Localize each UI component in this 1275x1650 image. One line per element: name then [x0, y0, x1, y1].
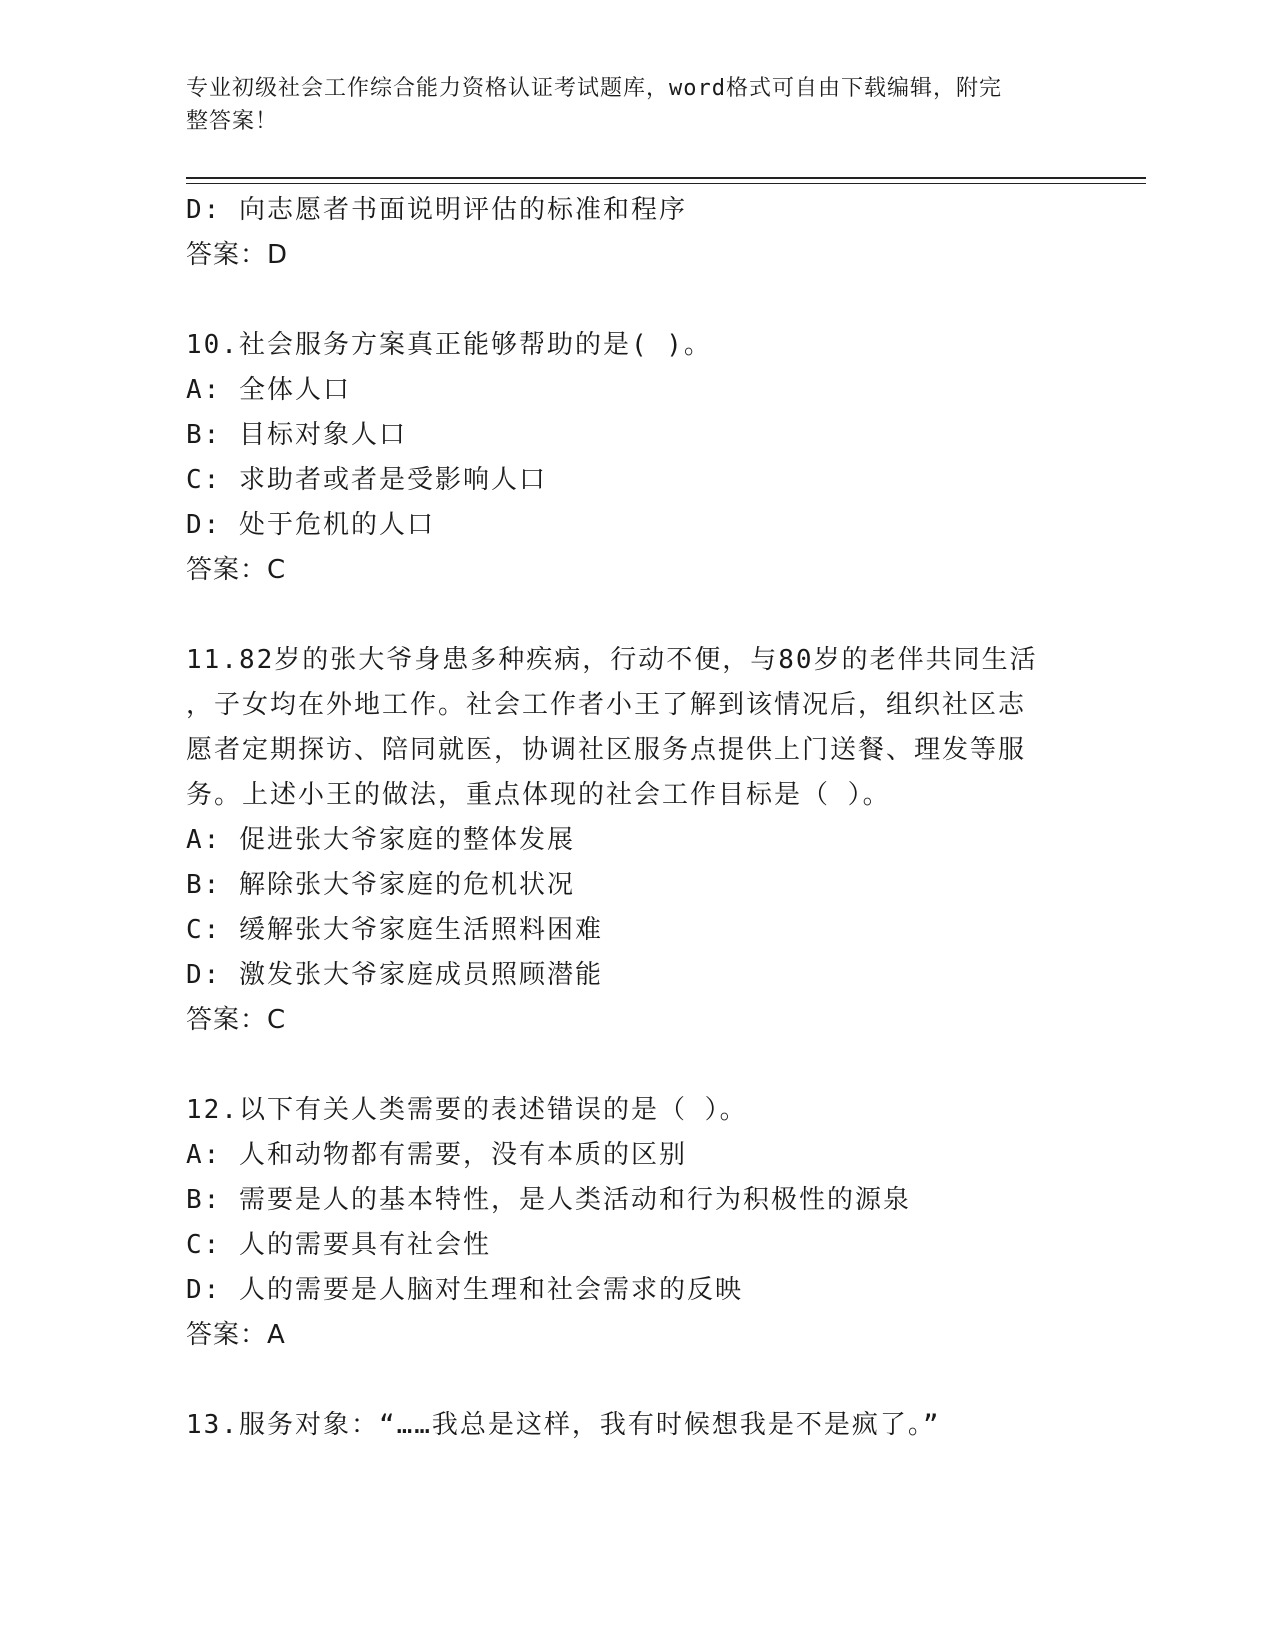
- option-c: C: 人的需要具有社会性: [186, 1230, 491, 1260]
- option-b: B: 需要是人的基本特性，是人类活动和行为积极性的源泉: [186, 1185, 911, 1215]
- question-11: [186, 638, 1066, 1043]
- answer: 答案：C: [186, 1005, 287, 1035]
- answer: 答案：D: [186, 240, 289, 270]
- question-10: [186, 323, 1066, 593]
- option-a: A: 全体人口: [186, 375, 351, 405]
- option-a: A: 促进张大爷家庭的整体发展: [186, 825, 575, 855]
- option-d: D: 人的需要是人脑对生理和社会需求的反映: [186, 1275, 743, 1305]
- answer: 答案：A: [186, 1320, 286, 1350]
- header-divider: [186, 177, 1146, 184]
- header-line-1: 专业初级社会工作综合能力资格认证考试题库，word格式可自由下载编辑，附完: [186, 76, 1002, 101]
- spacer: [186, 1358, 1066, 1403]
- question-stem: 13.服务对象：“……我总是这样，我有时候想我是不是疯了。”: [186, 1410, 941, 1440]
- question-stem-line-4: 务。上述小王的做法，重点体现的社会工作目标是（ ）。: [186, 780, 891, 810]
- option-c: C: 求助者或者是受影响人口: [186, 465, 547, 495]
- question-stem-line-3: 愿者定期探访、陪同就医，协调社区服务点提供上门送餐、理发等服: [186, 735, 1027, 765]
- spacer: [186, 1043, 1066, 1088]
- question-stem: 12.以下有关人类需要的表述错误的是（ ）。: [186, 1095, 748, 1125]
- page-header: [186, 72, 1066, 138]
- option-c: C: 缓解张大爷家庭生活照料困难: [186, 915, 603, 945]
- spacer: [186, 278, 1066, 323]
- question-13: [186, 1403, 1066, 1448]
- answer: 答案：C: [186, 555, 287, 585]
- question-stem-line-2: ，子女均在外地工作。社会工作者小王了解到该情况后，组织社区志: [186, 690, 1027, 720]
- option-d: D: 处于危机的人口: [186, 510, 435, 540]
- question-list: [186, 188, 1066, 1448]
- question-9: [186, 188, 1066, 278]
- option-d: D: 向志愿者书面说明评估的标准和程序: [186, 195, 687, 225]
- option-d: D: 激发张大爷家庭成员照顾潜能: [186, 960, 603, 990]
- question-12: [186, 1088, 1066, 1358]
- option-b: B: 解除张大爷家庭的危机状况: [186, 870, 575, 900]
- question-stem-line-1: 11.82岁的张大爷身患多种疾病，行动不便，与80岁的老伴共同生活: [186, 645, 1038, 675]
- header-line-2: 整答案！: [186, 109, 279, 134]
- option-b: B: 目标对象人口: [186, 420, 407, 450]
- spacer: [186, 593, 1066, 638]
- question-stem: 10.社会服务方案真正能够帮助的是( )。: [186, 330, 712, 360]
- option-a: A: 人和动物都有需要，没有本质的区别: [186, 1140, 687, 1170]
